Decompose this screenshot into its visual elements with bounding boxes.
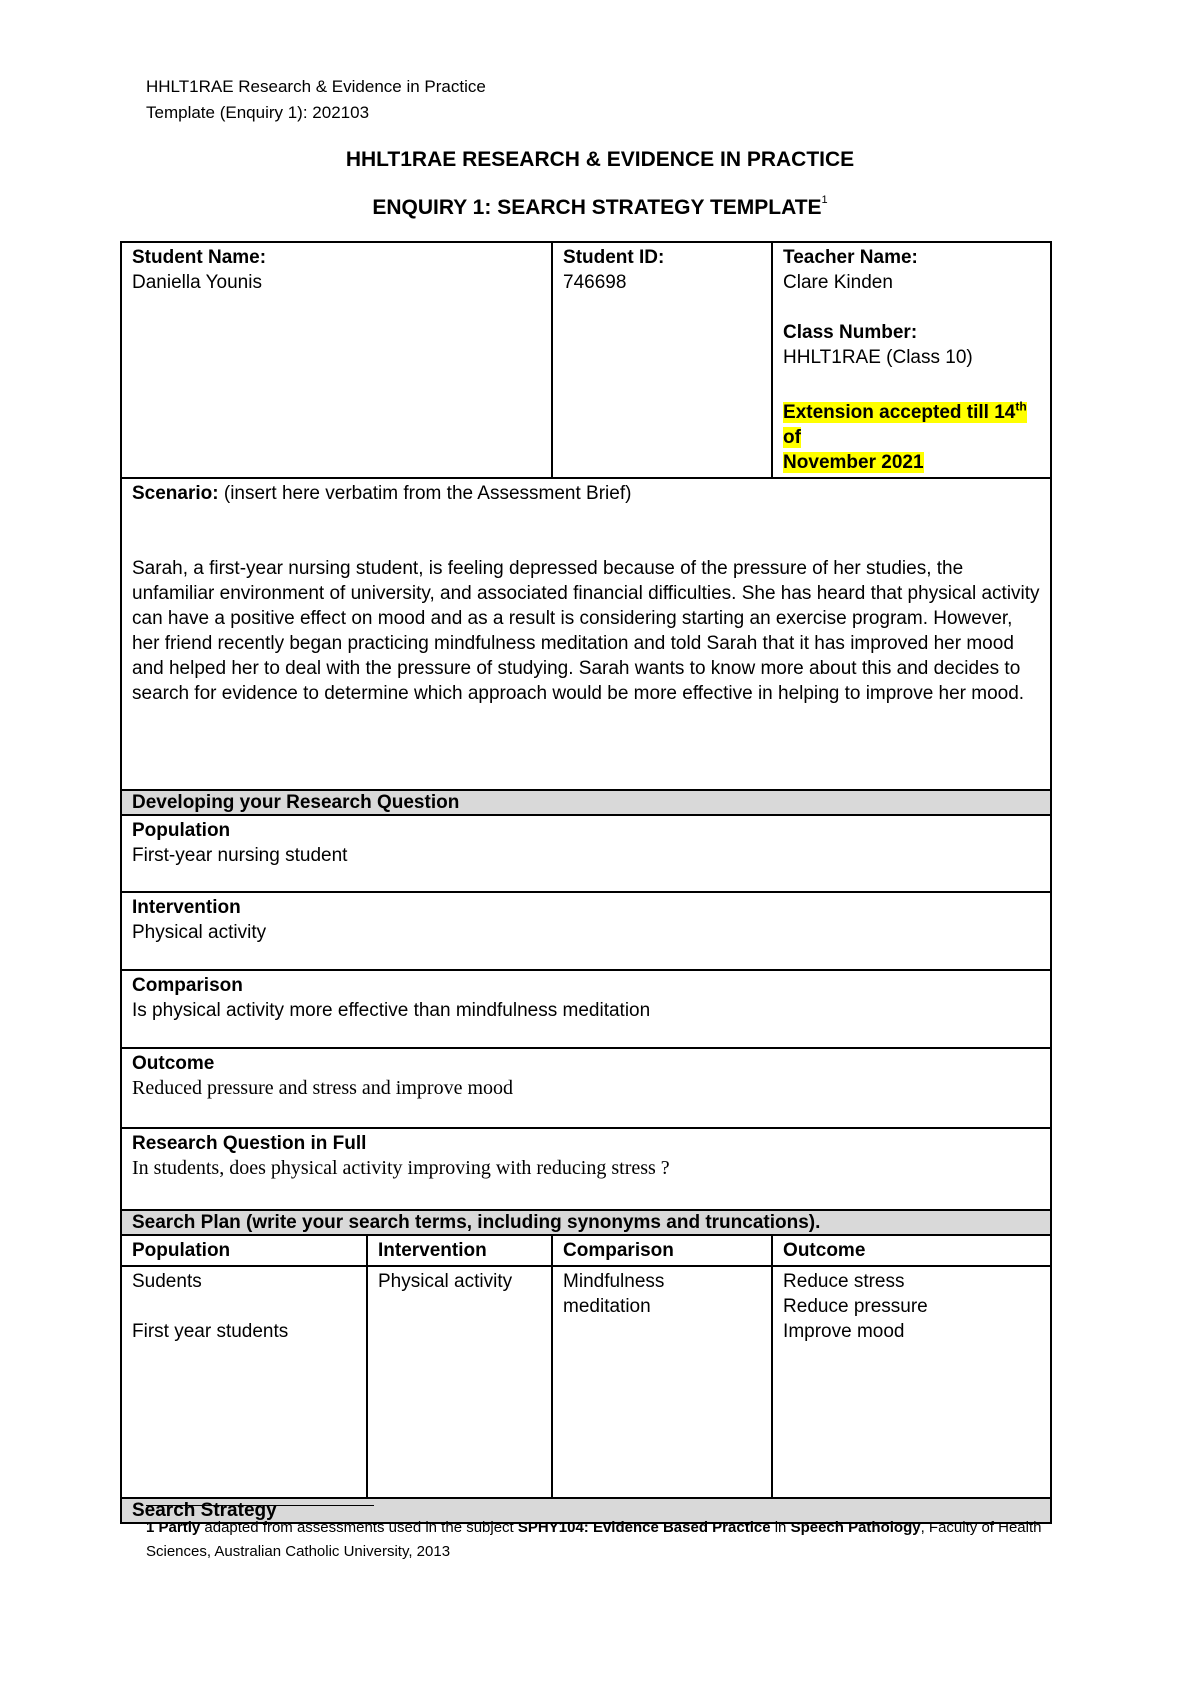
student-name-cell: [121, 242, 552, 478]
search-plan-outcome-cell: [772, 1266, 1051, 1498]
header-line-1: HHLT1RAE Research & Evidence in Practice: [146, 77, 486, 96]
search-plan-population-cell: [121, 1266, 367, 1498]
search-term: Sudents: [132, 1271, 202, 1293]
pico-intervention-cell: [121, 892, 1051, 970]
header-line-2: Template (Enquiry 1): 202103: [146, 103, 370, 122]
footnote-separator: [146, 1505, 374, 1506]
subtitle-text: ENQUIRY 1: SEARCH STRATEGY TEMPLATE: [372, 196, 822, 219]
search-term: First year students: [132, 1321, 289, 1343]
search-term: Reduce pressure: [783, 1296, 928, 1318]
student-name-label: Student Name:: [132, 247, 267, 268]
pico-outcome-cell: [121, 1048, 1051, 1128]
search-term: Improve mood: [783, 1321, 905, 1343]
teacher-name-label: Teacher Name:: [783, 247, 918, 268]
pico-comparison-label: Comparison: [132, 975, 243, 997]
research-question-full-cell: [121, 1128, 1051, 1210]
footnote-text-6: , Faculty of Health Sciences, Australian Catholic University, 2013: [146, 1519, 1042, 1560]
student-id-label: Student ID:: [563, 247, 665, 268]
pico-comparison-value: Is physical activity more effective than mindfulness meditation: [132, 1000, 651, 1022]
footnote-subject: SPHY104: Evidence Based Practice: [517, 1519, 771, 1536]
extension-date: November 2021: [783, 452, 924, 474]
extension-superscript: th: [1015, 400, 1027, 414]
pico-population-value: First-year nursing student: [132, 845, 348, 867]
search-plan-heading: Search Plan (write your search terms, including synonyms and truncations).: [121, 1210, 1051, 1235]
extension-text: Extension accepted till 14: [783, 402, 1016, 424]
scenario-hint: (insert here verbatim from the Assessment Brief): [218, 483, 632, 505]
scenario-text: Sarah, a first-year nursing student, is feeling depressed because of the pressure of her studies, the unfamiliar environment of university, and associated financial difficulties. She has heard that physical activity can have a positive effect on mood and as a result is considering starting an exercise program. However, her friend recently began practicing mindfulness meditation and told Sarah that it has improved her mood and helped her to deal with the pressure of studying. Sarah wants to know more about this and decides to search for evidence to determine which approach would be more effective in helping to improve her mood.: [132, 558, 1040, 705]
extension-note: [783, 395, 1040, 475]
scenario-heading: [132, 481, 1040, 506]
footnote-reference: 1: [821, 194, 828, 206]
pico-population-label: Population: [132, 820, 231, 842]
pico-intervention-value: Physical activity: [132, 922, 267, 944]
research-question-full-label: Research Question in Full: [132, 1133, 367, 1155]
pico-population-cell: [121, 815, 1051, 892]
pico-comparison-cell: [121, 970, 1051, 1048]
search-plan-comparison-cell: [552, 1266, 772, 1498]
research-question-heading: Developing your Research Question: [121, 790, 1051, 815]
pico-outcome-value: Reduced pressure and stress and improve mood: [132, 1077, 514, 1100]
search-term: Reduce stress: [783, 1271, 905, 1293]
search-strategy-table: [120, 241, 1052, 1524]
search-plan-header-intervention: Intervention: [367, 1235, 552, 1266]
teacher-name-value: Clare Kinden: [783, 272, 893, 293]
student-id-value: 746698: [563, 272, 627, 293]
search-plan-intervention-cell: [367, 1266, 552, 1498]
research-question-full-value: In students, does physical activity improving with reducing stress ?: [132, 1157, 670, 1180]
class-number-label: Class Number:: [783, 322, 918, 343]
scenario-label: Scenario:: [132, 483, 219, 505]
document-subtitle: [0, 196, 1200, 220]
document-title: HHLT1RAE RESEARCH & EVIDENCE IN PRACTICE: [345, 148, 855, 171]
scenario-cell: [121, 478, 1051, 790]
footnote-text-4: in: [770, 1519, 791, 1536]
footnote-text-1: Partly: [158, 1519, 201, 1536]
search-plan-header-outcome: Outcome: [772, 1235, 1051, 1266]
footnote: [146, 1516, 1066, 1564]
search-plan-header-comparison: Comparison: [552, 1235, 772, 1266]
extension-text-end: of: [783, 427, 801, 449]
class-number-value: HHLT1RAE (Class 10): [783, 347, 973, 368]
search-strategy-heading: Search Strategy: [121, 1498, 1051, 1523]
pico-outcome-label: Outcome: [132, 1053, 215, 1075]
student-name-value: Daniella Younis: [132, 272, 262, 293]
student-id-cell: [552, 242, 772, 478]
teacher-cell: [772, 242, 1051, 478]
footnote-discipline: Speech Pathology: [790, 1519, 921, 1536]
search-term: Mindfulness: [563, 1271, 665, 1293]
footnote-number: 1: [146, 1519, 155, 1536]
pico-intervention-label: Intervention: [132, 897, 241, 919]
search-plan-header-population: Population: [121, 1235, 367, 1266]
search-term: Physical activity: [378, 1271, 513, 1293]
search-term: meditation: [563, 1296, 651, 1318]
footnote-text-2: adapted from assessments used in the subject: [200, 1519, 518, 1536]
